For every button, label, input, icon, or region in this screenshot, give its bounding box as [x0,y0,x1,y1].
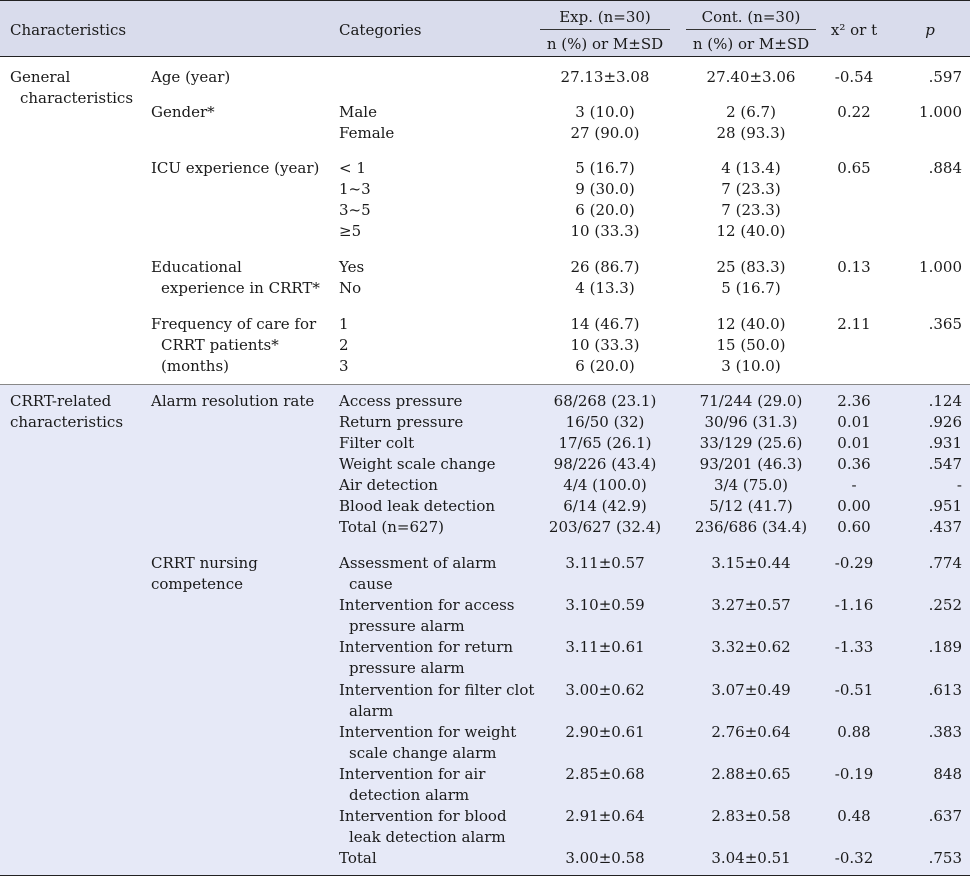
nursing-category: alarm [349,701,394,720]
row-edu-cont: 5 (16.7) [721,279,781,297]
row-age-cont: 27.40±3.06 [706,68,796,86]
group-general: characteristics [20,89,134,107]
alarm-row-p: .926 [928,413,962,431]
header-sub-cont: n (%) or M±SD [692,35,810,53]
header-rule [0,56,970,57]
nursing-row-p: .189 [928,638,962,657]
row-icu-category: ≥5 [339,222,362,240]
cont-subrule [686,29,816,30]
header-exp: Exp. (n=30) [559,8,651,26]
alarm-category: Return pressure [339,413,464,431]
row-freq-category: 1 [339,315,349,333]
header-cont: Cont. (n=30) [701,8,801,26]
row-gender-exp: 3 (10.0) [575,103,635,121]
nursing-row-cont: 3.27±0.57 [711,596,791,615]
alarm-row-exp: 16/50 (32) [565,413,645,431]
row-icu-category: 1~3 [339,180,371,198]
nursing-row-cont: 3.32±0.62 [711,638,791,657]
row-freq-label: CRRT patients* [161,336,279,354]
row-freq-label: Frequency of care for [151,315,317,333]
nursing-row-exp: 3.11±0.57 [565,554,645,572]
nursing-row-p: .252 [928,596,962,615]
group-crrt: CRRT-related [10,392,112,410]
row-icu-label: ICU experience (year) [151,159,320,177]
group-general: General [10,68,71,86]
row-edu-category: Yes [339,258,365,276]
row-freq-exp: 6 (20.0) [575,357,635,375]
nursing-row-stat: 0.48 [837,807,871,826]
nursing-row-stat: -1.16 [834,596,874,615]
nursing-row-p: .753 [928,849,962,868]
nursing-category: Intervention for blood [339,807,507,826]
nursing-row-p: .637 [928,807,962,826]
nursing-category: leak detection alarm [349,828,506,847]
row-icu-exp: 9 (30.0) [575,180,635,198]
bottom-rule [0,875,970,876]
nursing-row-stat: -0.51 [834,680,874,699]
alarm-row-cont: 71/244 (29.0) [699,392,803,410]
alarm-row-exp: 17/65 (26.1) [558,434,652,452]
alarm-row-stat: 0.00 [837,497,871,515]
row-gender-exp: 27 (90.0) [570,124,640,142]
row-freq-cont: 3 (10.0) [721,357,781,375]
nursing-row-cont: 3.15±0.44 [711,554,791,572]
row-edu-label: experience in CRRT* [161,279,320,297]
row-icu-cont: 7 (23.3) [721,180,781,198]
row-freq-category: 3 [339,357,349,375]
row-gender-stat: 0.22 [837,103,871,121]
row-freq-stat: 2.11 [837,315,871,333]
row-icu-category: 3~5 [339,201,371,219]
row-gender-category: Female [339,124,395,142]
alarm-category: Blood leak detection [339,497,496,515]
alarm-label: Alarm resolution rate [151,392,315,410]
row-edu-p: 1.000 [919,258,962,276]
row-icu-exp: 10 (33.3) [570,222,640,240]
row-freq-exp: 14 (46.7) [570,315,640,333]
nursing-row-stat: -1.33 [834,638,874,657]
nursing-row-exp: 2.91±0.64 [565,807,645,826]
row-freq-exp: 10 (33.3) [570,336,640,354]
nursing-category: Assessment of alarm [339,554,497,572]
alarm-category: Filter colt [339,434,415,452]
row-icu-category: < 1 [339,159,366,177]
row-icu-cont: 7 (23.3) [721,201,781,219]
row-edu-category: No [339,279,362,297]
section-rule [0,384,970,385]
header-p: p [925,21,935,39]
row-edu-exp: 26 (86.7) [570,258,640,276]
nursing-row-stat: 0.88 [837,722,871,741]
top-rule [0,0,970,1]
nursing-category: Intervention for return [339,638,514,657]
row-gender-label: Gender* [151,103,215,121]
row-freq-p: .365 [928,315,962,333]
alarm-category: Weight scale change [339,455,496,473]
alarm-row-p: .547 [928,455,962,473]
row-age-stat: -0.54 [834,68,874,86]
row-gender-category: Male [339,103,377,121]
nursing-row-stat: -0.29 [834,554,874,572]
alarm-row-cont: 93/201 (46.3) [699,455,803,473]
alarm-row-exp: 98/226 (43.4) [553,455,657,473]
nursing-category: Intervention for air [339,765,486,783]
row-gender-cont: 2 (6.7) [726,103,776,121]
alarm-row-exp: 203/627 (32.4) [548,518,662,536]
row-icu-p: .884 [928,159,962,177]
nursing-category: Intervention for weight [339,722,517,741]
alarm-row-stat: - [851,476,857,494]
alarm-row-exp: 4/4 (100.0) [563,476,647,494]
nursing-row-exp: 2.85±0.68 [565,765,645,783]
alarm-row-p: - [956,476,962,494]
alarm-row-stat: 0.01 [837,413,871,431]
nursing-category: pressure alarm [349,617,465,636]
row-gender-p: 1.000 [919,103,962,121]
alarm-row-cont: 236/686 (34.4) [694,518,808,536]
header-sub-exp: n (%) or M±SD [546,35,664,53]
nursing-row-exp: 3.10±0.59 [565,596,645,615]
alarm-row-stat: 0.60 [837,518,871,536]
nursing-row-p: .383 [928,722,962,741]
nursing-row-cont: 2.76±0.64 [711,722,791,741]
row-icu-exp: 6 (20.0) [575,201,635,219]
group-crrt: characteristics [10,413,124,431]
alarm-category: Access pressure [339,392,463,410]
nursing-row-cont: 2.88±0.65 [711,765,791,783]
row-edu-cont: 25 (83.3) [716,258,786,276]
row-icu-exp: 5 (16.7) [575,159,635,177]
alarm-row-p: .931 [928,434,962,452]
nursing-row-stat: -0.19 [834,765,874,783]
alarm-row-cont: 5/12 (41.7) [709,497,793,515]
row-icu-cont: 12 (40.0) [716,222,786,240]
row-icu-stat: 0.65 [837,159,871,177]
header-stat: x² or t [830,21,878,39]
alarm-row-cont: 33/129 (25.6) [699,434,803,452]
nursing-label: competence [151,575,243,593]
alarm-row-cont: 30/96 (31.3) [704,413,798,431]
alarm-row-p: .951 [928,497,962,515]
row-freq-cont: 12 (40.0) [716,315,786,333]
header-characteristics: Characteristics [10,21,127,39]
row-age-label: Age (year) [151,68,231,86]
row-freq-cont: 15 (50.0) [716,336,786,354]
row-edu-exp: 4 (13.3) [575,279,635,297]
row-freq-label: (months) [161,357,230,375]
row-edu-stat: 0.13 [837,258,871,276]
alarm-row-exp: 68/268 (23.1) [553,392,657,410]
nursing-row-cont: 3.04±0.51 [711,849,791,868]
alarm-row-stat: 2.36 [837,392,871,410]
alarm-row-p: .437 [928,518,962,536]
nursing-label: CRRT nursing [151,554,258,572]
row-gender-cont: 28 (93.3) [716,124,786,142]
alarm-category: Total (n=627) [339,518,444,536]
nursing-row-exp: 3.00±0.58 [565,849,645,868]
nursing-row-p: .774 [928,554,962,572]
row-age-p: .597 [928,68,962,86]
nursing-category: cause [349,575,393,593]
alarm-row-stat: 0.36 [837,455,871,473]
row-edu-label: Educational [151,258,242,276]
exp-subrule [540,29,670,30]
nursing-row-p: 848 [933,765,962,783]
alarm-row-p: .124 [928,392,962,410]
nursing-category: Total [339,849,377,868]
header-categories: Categories [339,21,422,39]
nursing-row-exp: 3.00±0.62 [565,680,645,699]
nursing-row-cont: 3.07±0.49 [711,680,791,699]
nursing-row-cont: 2.83±0.58 [711,807,791,826]
alarm-row-cont: 3/4 (75.0) [713,476,788,494]
alarm-row-exp: 6/14 (42.9) [563,497,647,515]
nursing-row-p: .613 [928,680,962,699]
alarm-row-stat: 0.01 [837,434,871,452]
row-icu-cont: 4 (13.4) [721,159,781,177]
nursing-category: scale change alarm [349,743,497,762]
row-age-exp: 27.13±3.08 [560,68,650,86]
alarm-category: Air detection [339,476,438,494]
nursing-category: pressure alarm [349,659,465,678]
nursing-category: detection alarm [349,786,470,804]
nursing-row-exp: 2.90±0.61 [565,722,645,741]
row-freq-category: 2 [339,336,349,354]
nursing-row-stat: -0.32 [834,849,874,868]
nursing-row-exp: 3.11±0.61 [565,638,645,657]
nursing-category: Intervention for access [339,596,515,615]
nursing-category: Intervention for filter clot [339,680,535,699]
